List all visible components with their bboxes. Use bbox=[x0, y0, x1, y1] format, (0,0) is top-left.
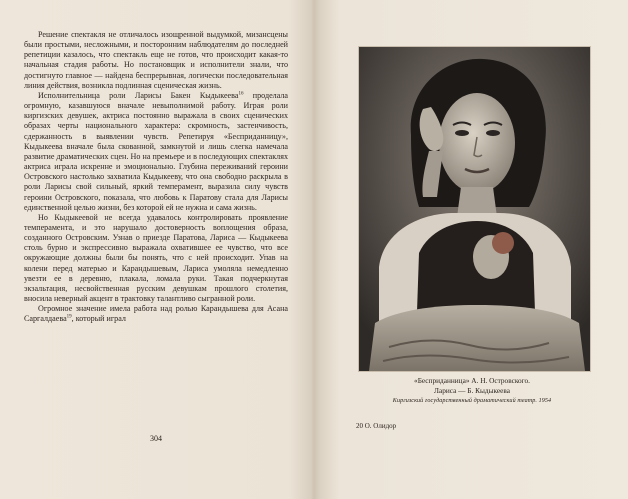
portrait-illustration bbox=[359, 47, 590, 371]
signature-mark: 20 О. Олидор bbox=[356, 422, 397, 430]
footnote-ref: 16 bbox=[238, 91, 244, 97]
caption-theatre: Киргизский государственный драматический театр. 1954 bbox=[392, 398, 552, 404]
portrait-photo bbox=[358, 46, 591, 372]
right-page bbox=[316, 0, 628, 499]
paragraph bbox=[24, 91, 288, 213]
caption-title: «Бесприданница» А. Н. Островского. bbox=[414, 376, 530, 385]
paragraph bbox=[24, 304, 288, 324]
footnote-ref: 19 bbox=[66, 314, 72, 320]
paragraph: Решение спектакля не отличалось изощренной выдумкой, мизансцены были простыми, несложными, и посторонним наблюдателям до последней репетиции казалось, что спектакль еще не готов, что происходит какая-то начальная стадия работы. Но постановщик и исполнители знали, что достигнуто главное — найдена беспрерывная, логически последовательная линия действия, возникла подлинная сценическая жизнь. bbox=[24, 30, 288, 90]
paragraph-text: , который играл bbox=[71, 314, 126, 324]
paragraph-text: Огромное значение имела работа над ролью Карандышева для Асана Саргалдаева bbox=[24, 304, 288, 324]
left-page bbox=[0, 0, 312, 499]
body-text bbox=[24, 30, 288, 325]
caption-role: Лариса — Б. Кыдыкеева bbox=[434, 386, 510, 395]
paragraph-text: Исполнительница роли Ларисы Бакен Кыдыкеева bbox=[38, 90, 239, 100]
paragraph-text: проделала огромную, казавшуюся вначале невыполнимой работу. Играя роли киргизских девушек, актриса постоянно выражала в своих сценических образах черты национального характера: скромность, застенчивость, сдержанность в выявлении чувств. Репетируя «Бесприданницу», Кыдыкеева вначале была скованной, замкнутой и лишь слегка намечала развитие драматических сцен. Но на премьере и в последующих спектаклях актриса играла искренне и эмоционально. Глубина переживаний героини Островского настолько захватила Кыдыкееву, что она свободно раскрыла в роли Ларисы свой сильный, яркий темперамент, выразила силу чувств героини Островского, показала, что любовь к Паратову стала для Ларисы единственной целью жизни, без которой ей не нужна и сама жизнь. bbox=[24, 90, 288, 212]
page-number: 304 bbox=[150, 434, 162, 443]
paragraph: Но Кыдыкеевой не всегда удавалось контролировать проявление темперамента, и это нарушало достоверность воплощения образа, созданного Островским. Узнав о приезде Паратова, Лариса — Кыдыкеева столь бурно и экспрессивно выражала охватившее ее чувство, что все окружающие должны были бы понять, что с ней происходит. Упав на колени перед матерью и Карандышевым, Лариса умоляла немедленно увезти ее в деревню, плакала, ломала руки. Такая подчеркнутая экзальтация, несвойственная русским девушкам прошлого столетия, вносила неверный акцент в трактовку талантливо сыгранной роли. bbox=[24, 212, 288, 304]
photo-caption bbox=[336, 376, 608, 406]
